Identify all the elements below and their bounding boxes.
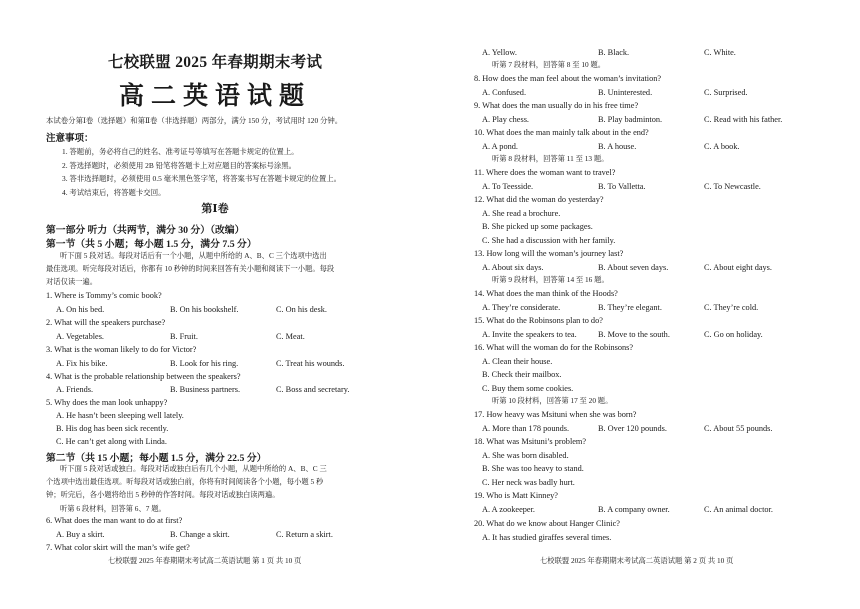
option-c: C. Buy them some cookies. xyxy=(482,384,574,393)
note-item: 1. 答题前，务必将自己的姓名、准考证号等填写在答题卡规定的位置上。 xyxy=(62,147,299,156)
option-a: A. On his bed. xyxy=(56,305,105,314)
question-stem: 2. What will the speakers purchase? xyxy=(46,318,166,327)
material-note: 听第 7 段材料，回答第 8 至 10 题。 xyxy=(492,60,606,69)
option-c: C. Her neck was badly hurt. xyxy=(482,478,575,487)
section2-heading: 第二节（共 15 小题；每小题 1.5 分，满分 22.5 分） xyxy=(46,453,267,464)
notes-list xyxy=(62,145,402,199)
question-stem: 19. Who is Matt Kinney? xyxy=(474,491,558,500)
dir-line: 钟；听完后，各小题将给出 5 秒钟的作答时间。每段对话或独白读两遍。 xyxy=(46,490,280,500)
option-a: A. Confused. xyxy=(482,88,527,97)
exam-intro: 本试卷分第Ⅰ卷（选择题）和第Ⅱ卷（非选择题）两部分，满分 150 分，考试用时 120 分钟。 xyxy=(46,116,343,125)
option-c: C. Return a skirt. xyxy=(276,530,333,539)
option-c: C. Surprised. xyxy=(704,88,748,97)
option-c: C. About eight days. xyxy=(704,263,772,272)
option-c: C. She had a discussion with her family. xyxy=(482,236,616,245)
option-c: C. Read with his father. xyxy=(704,115,783,124)
question-stem: 8. How does the man feel about the woman’s invitation? xyxy=(474,74,662,83)
question-stem: 10. What does the man mainly talk about in the end? xyxy=(474,128,649,137)
option-c: C. White. xyxy=(704,48,736,57)
question-stem: 5. Why does the man look unhappy? xyxy=(46,398,168,407)
option-b: B. Check their mailbox. xyxy=(482,370,562,379)
option-c: C. An animal doctor. xyxy=(704,505,773,514)
option-c: C. About 55 pounds. xyxy=(704,424,773,433)
option-a: A. About six days. xyxy=(482,263,544,272)
option-b: B. Over 120 pounds. xyxy=(598,424,667,433)
subject-title: 高二英语试题 xyxy=(118,83,311,110)
option-a: A. Clean their house. xyxy=(482,357,553,366)
option-a: A. Invite the speakers to tea. xyxy=(482,330,577,339)
option-a: A. Vegetables. xyxy=(56,332,105,341)
dir-line: 个选项中选出最佳选项。听每段对话或独白前，你将有时间阅读各个小题，每小题 5 秒 xyxy=(46,477,324,487)
option-b: B. Fruit. xyxy=(170,332,198,341)
section1-directions xyxy=(46,249,386,289)
option-a: A. Yellow. xyxy=(482,48,517,57)
dir-line: 最佳选项。听完每段对话后，你都有 10 秒钟的时间来回答有关小题和阅读下一小题。每段 xyxy=(46,264,335,274)
page-footer: 七校联盟 2025 年春期期末考试高二英语试题 第 2 页 共 10 页 xyxy=(540,556,734,565)
option-c: C. He can’t get along with Linda. xyxy=(56,437,167,446)
option-b: B. Black. xyxy=(598,48,630,57)
question-stem: 18. What was Msituni’s problem? xyxy=(474,437,587,446)
exam-title: 七校联盟 2025 年春期期末考试 xyxy=(107,54,323,71)
option-a: A. He hasn’t been sleeping well lately. xyxy=(56,411,184,420)
option-b: B. A house. xyxy=(598,142,637,151)
material-note: 听第 9 段材料，回答第 14 至 16 题。 xyxy=(492,275,609,284)
note-item: 2. 答选择题时，必须使用 2B 铅笔将答题卡上对应题目的答案标号涂黑。 xyxy=(62,160,297,170)
question-stem: 1. Where is Tommy’s comic book? xyxy=(46,291,162,300)
option-c: C. Treat his wounds. xyxy=(276,359,345,368)
section1-heading: 第一节（共 5 小题；每小题 1.5 分，满分 7.5 分） xyxy=(46,239,257,250)
question-stem: 6. What does the man want to do at first? xyxy=(46,516,183,525)
option-b: B. Move to the south. xyxy=(598,330,670,339)
option-a: A. A zookeeper. xyxy=(482,505,535,514)
option-c: C. To Newcastle. xyxy=(704,182,761,191)
question-stem: 11. Where does the woman want to travel? xyxy=(474,168,616,177)
option-a: A. Play chess. xyxy=(482,115,530,124)
option-b: B. His dog has been sick recently. xyxy=(56,424,169,433)
option-b: B. Look for his ring. xyxy=(170,359,239,368)
option-b: B. Play badminton. xyxy=(598,115,663,124)
option-a: A. They’re considerate. xyxy=(482,303,561,312)
question-stem: 20. What do we know about Hanger Clinic? xyxy=(474,519,620,528)
option-a: A. To Teesside. xyxy=(482,182,534,191)
option-c: C. On his desk. xyxy=(276,305,327,314)
question-stem: 7. What color skirt will the man’s wife get? xyxy=(46,543,190,552)
option-b: B. They’re elegant. xyxy=(598,303,662,312)
option-c: C. They’re cold. xyxy=(704,303,759,312)
material-note: 听第 8 段材料，回答第 11 至 13 题。 xyxy=(492,154,609,163)
option-c: C. A book. xyxy=(704,142,740,151)
option-a: A. More than 178 pounds. xyxy=(482,424,570,433)
option-b: B. Change a skirt. xyxy=(170,530,230,539)
material-note: 听第 10 段材料，回答第 17 至 20 题。 xyxy=(492,396,613,405)
page-2 xyxy=(430,0,860,609)
option-b: B. To Valletta. xyxy=(598,182,646,191)
question-stem: 3. What is the woman likely to do for Victor? xyxy=(46,345,197,354)
option-b: B. About seven days. xyxy=(598,263,669,272)
question-stem: 12. What did the woman do yesterday? xyxy=(474,195,604,204)
dir-line: 听下面 5 段对话。每段对话后有一个小题，从题中所给的 A、B、C 三个选项中选出 xyxy=(60,251,327,260)
dir-line: 听下面 5 段对话或独白。每段对话或独白后有几个小题，从题中所给的 A、B、C 三 xyxy=(60,464,327,473)
question-stem: 17. How heavy was Msituni when she was born? xyxy=(474,410,637,419)
option-c: C. Go on holiday. xyxy=(704,330,763,339)
dir-line: 对话仅读一遍。 xyxy=(46,277,98,287)
note-item: 3. 答非选择题时，必须使用 0.5 毫米黑色签字笔，将答案书写在答题卡规定的位置上。 xyxy=(62,174,341,183)
part1-heading: 第一部分 听力（共两节，满分 30 分）（改编） xyxy=(46,225,245,236)
page-footer: 七校联盟 2025 年春期期末考试高二英语试题 第 1 页 共 10 页 xyxy=(108,556,302,565)
option-a: A. She read a brochure. xyxy=(482,209,561,218)
notes-title: 注意事项： xyxy=(46,134,94,144)
question-stem: 9. What does the man usually do in his free time? xyxy=(474,101,639,110)
section2-directions xyxy=(46,462,386,515)
option-b: B. On his bookshelf. xyxy=(170,305,239,314)
question-stem: 4. What is the probable relationship between the speakers? xyxy=(46,372,241,381)
question-stem: 15. What do the Robinsons plan to do? xyxy=(474,316,603,325)
option-a: A. A pond. xyxy=(482,142,518,151)
question-stem: 16. What will the woman do for the Robinsons? xyxy=(474,343,634,352)
dir-line: 听第 6 段材料，回答第 6、7 题。 xyxy=(60,503,166,513)
option-b: B. Business partners. xyxy=(170,385,241,394)
option-b: B. She picked up some packages. xyxy=(482,222,593,231)
question-stem: 14. What does the man think of the Hoods? xyxy=(474,289,618,298)
question-stem: 13. How long will the woman’s journey last? xyxy=(474,249,624,258)
option-a: A. Friends. xyxy=(56,385,94,394)
option-a: A. She was born disabled. xyxy=(482,451,569,460)
option-c: C. Meat. xyxy=(276,332,305,341)
option-c: C. Boss and secretary. xyxy=(276,385,350,394)
option-a: A. It has studied giraffes several times. xyxy=(482,533,612,542)
option-a: A. Buy a skirt. xyxy=(56,530,105,539)
option-b: B. Uninterested. xyxy=(598,88,653,97)
option-b: B. A company owner. xyxy=(598,505,670,514)
note-item: 4. 考试结束后，将答题卡交回。 xyxy=(62,187,166,197)
volume-heading: 第Ⅰ卷 xyxy=(201,203,229,215)
option-a: A. Fix his bike. xyxy=(56,359,108,368)
option-b: B. She was too heavy to stand. xyxy=(482,464,584,473)
